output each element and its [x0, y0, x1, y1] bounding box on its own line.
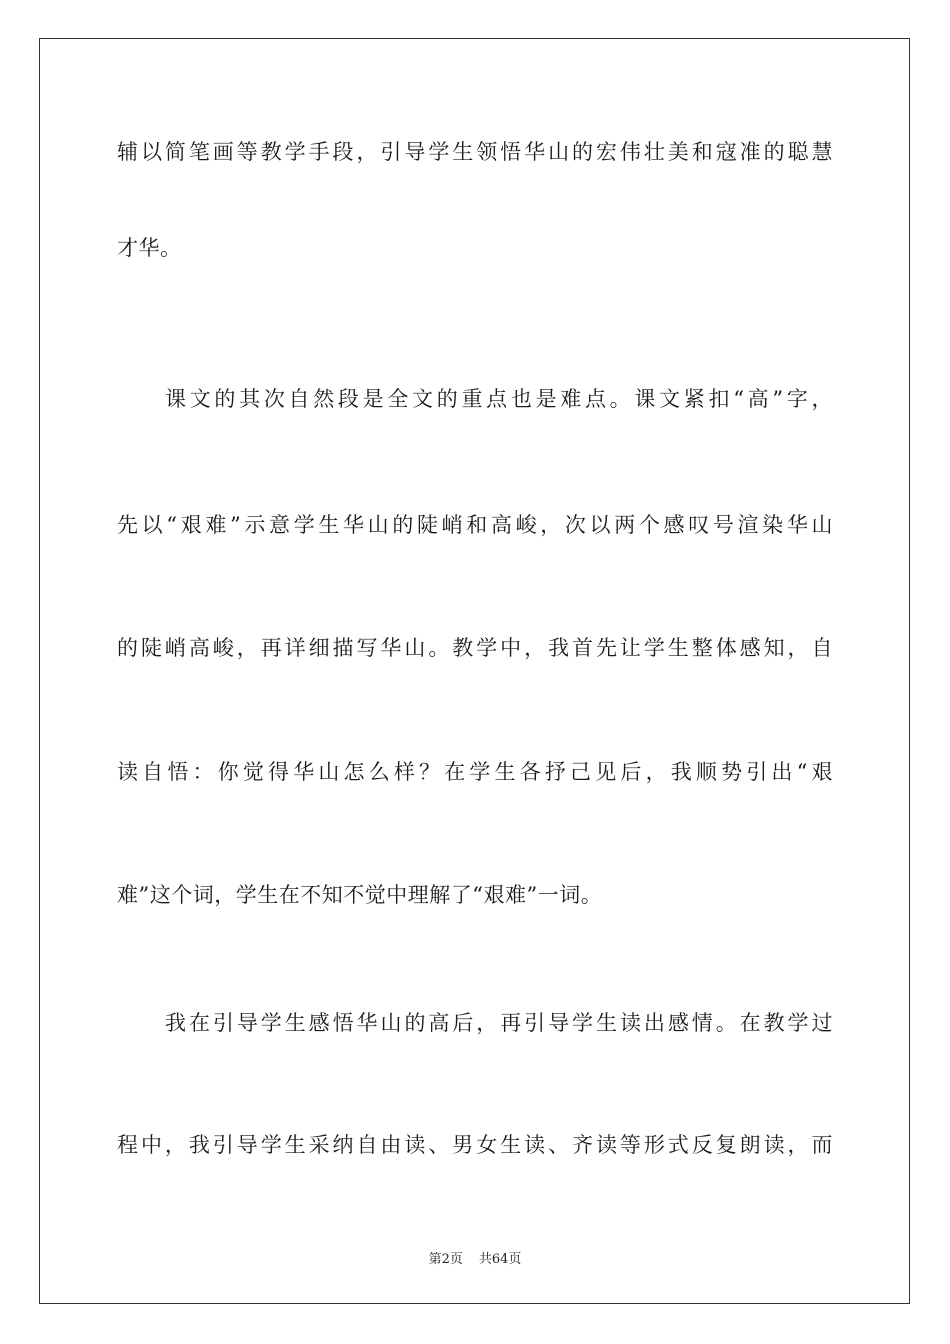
- text-line: 先以“艰难”示意学生华山的陡峭和高峻，次以两个感叹号渲染华山: [117, 513, 833, 537]
- page-border: [39, 38, 910, 1304]
- text-line: 辅以简笔画等教学手段，引导学生领悟华山的宏伟壮美和寇准的聪慧: [117, 140, 833, 164]
- text-line: 才华。: [117, 236, 182, 260]
- text-line: 程中，我引导学生采纳自由读、男女生读、齐读等形式反复朗读，而: [117, 1133, 833, 1157]
- text-line: 的陡峭高峻，再详细描写华山。教学中，我首先让学生整体感知，自: [117, 636, 833, 660]
- page-footer: [0, 1248, 950, 1267]
- text-line: 课文的其次自然段是全文的重点也是难点。课文紧扣“高”字，: [165, 387, 833, 411]
- text-line: 读自悟：你觉得华山怎么样？在学生各抒己见后，我顺势引出“艰: [117, 760, 833, 784]
- text-line: 我在引导学生感悟华山的高后，再引导学生读出感情。在教学过: [165, 1011, 833, 1035]
- text-line: 难”这个词，学生在不知不觉中理解了“艰难”一词。: [117, 883, 603, 907]
- page-total: 共64页: [478, 1252, 522, 1267]
- page-number: 第2页: [428, 1252, 463, 1267]
